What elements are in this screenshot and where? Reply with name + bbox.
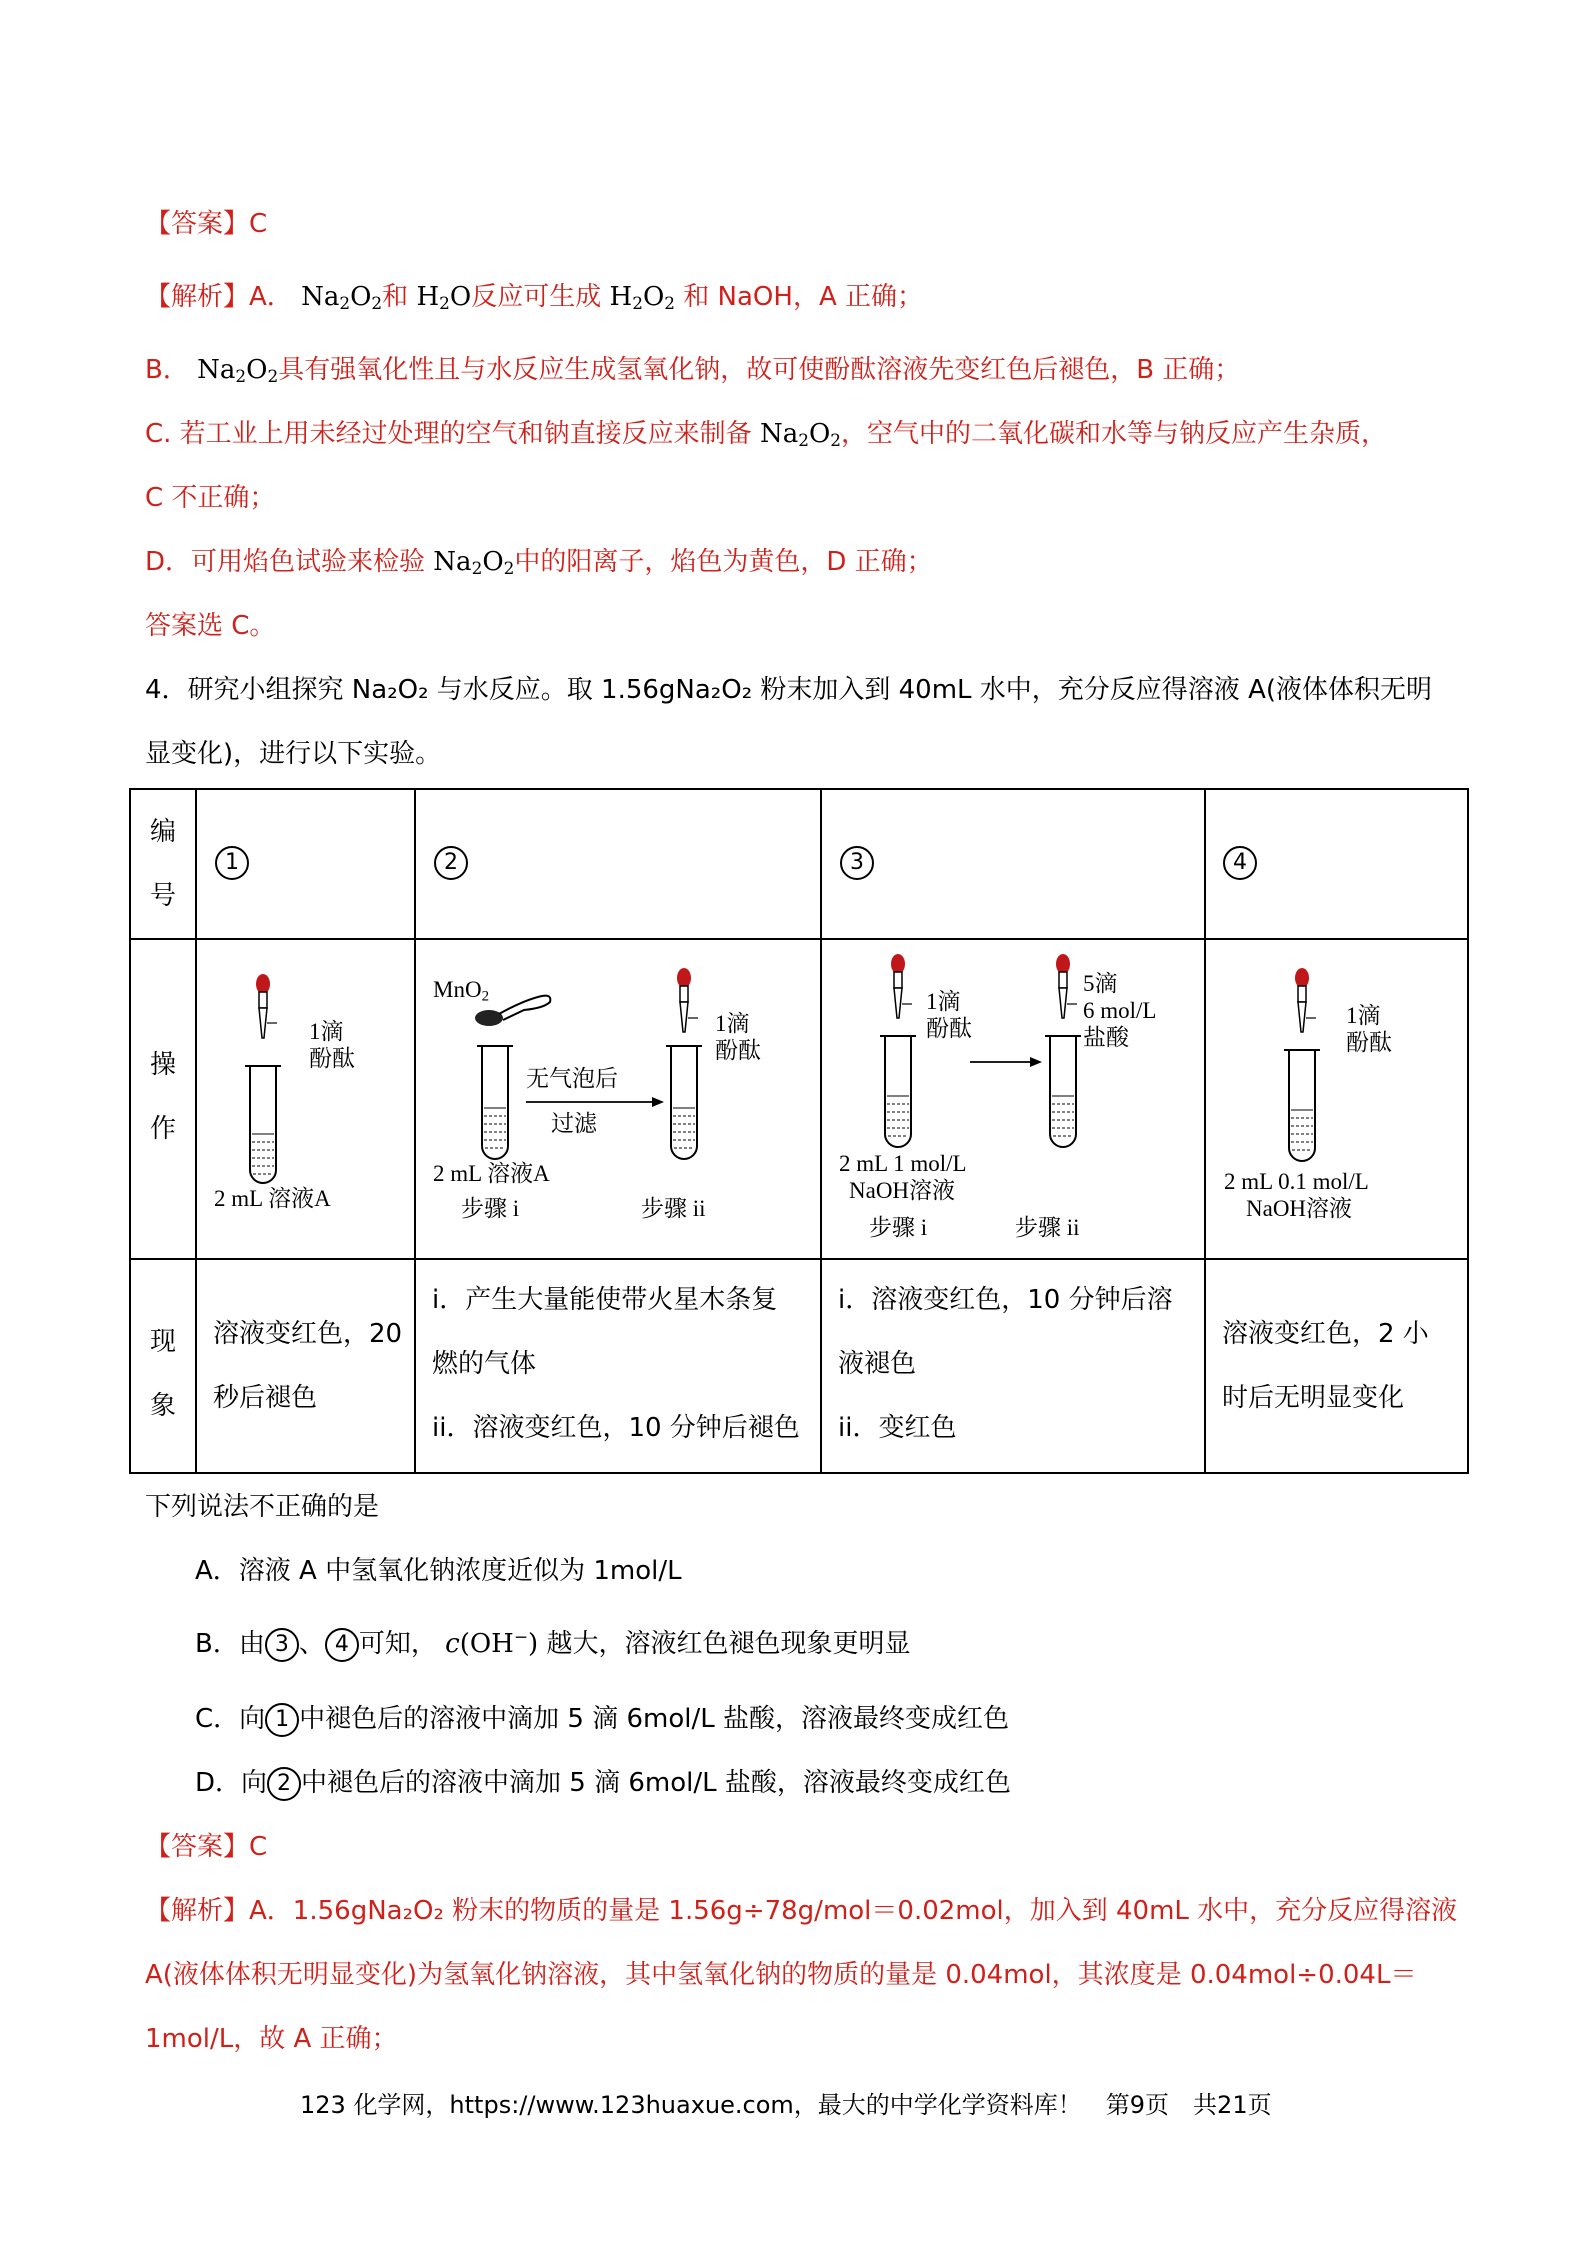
op3-drop-label: 1滴 酚酞 [926,989,972,1041]
q4-answer-line: 【答案】C [145,1832,268,1862]
phenomenon-1: 溶液变红色，20 秒后褪色 [213,1319,403,1413]
test-tube-icon [245,1066,281,1183]
experiment-table [129,788,1469,1474]
op1-drop-label: 1滴 酚酞 [309,1019,355,1071]
q4-stem-line1: 4．研究小组探究 Na₂O₂ 与水反应。取 1.56gNa₂O₂ 粉末加入到 40mL 水中，充分反应得溶液 A(液体体积无明 [145,675,1433,705]
option-a: A．溶液 A 中氢氧化钠浓度近似为 1mol/L [195,1556,682,1586]
answer-tag: 【答案】 [145,209,250,239]
dropper-icon [256,974,270,1038]
phenomenon-4: 溶液变红色，2 小 时后无明显变化 [1222,1319,1429,1413]
experiment-number-3: 3 [840,845,874,880]
q4-analysis-line2: A(液体体积无明显变化)为氢氧化钠溶液，其中氢氧化钠的物质的量是 0.04mol，其浓度是 0.04mol÷0.04L＝ [145,1960,1417,1990]
arrow-icon [526,1097,664,1107]
q3-analysis-a: 【解析】A． $Na_2O_2$和 $H_2O$反应可生成 $H_2O_2$ 和 NaOH，A 正确； [145,282,923,314]
analysis-tag: 【解析】 [145,282,250,312]
test-tube-icon [477,1046,513,1159]
dropper-icon [1056,954,1070,1018]
test-tube-icon [1045,1036,1081,1147]
option-c: C．向 1 中褪色后的溶液中滴加 5 滴 6mol/L 盐酸，溶液最终变成红色 [195,1702,1009,1737]
op1-bottom-label: 2 mL 溶液A [214,1186,331,1211]
test-tube-icon [1284,1050,1320,1161]
arrow-icon [970,1057,1042,1067]
q3-analysis-c: C. 若工业上用未经过处理的空气和钠直接反应来制备 $Na_2O_2$，空气中的二氧化碳和水等与钠反应产生杂质， [145,419,1388,451]
op2-drop-label: 1滴 酚酞 [715,1011,761,1063]
q3-answer-line [145,207,267,241]
test-tube-icon [880,1036,916,1147]
dropper-icon [1295,968,1309,1032]
op3-step-i: 步骤 i [869,1215,928,1240]
dropper-icon [677,968,691,1032]
q4-question: 下列说法不正确的是 [145,1492,380,1522]
experiment-number-4: 4 [1223,845,1257,880]
page-footer: 123 化学网，https://www.123huaxue.com，最大的中学化学资料库！ 第9页 共21页 [300,2091,1272,2119]
op2-reagent-label: MnO$_2$ [433,977,490,1005]
q4-analysis-line3: 1mol/L，故 A 正确； [145,2024,398,2054]
op4-bottom-label: 2 mL 0.1 mol/L NaOH溶液 [1224,1169,1369,1221]
phenomenon-2: i．产生大量能使带火星木条复 燃的气体 ii．溶液变红色，10 分钟后褪色 [432,1285,800,1443]
op3-step-ii: 步骤 ii [1015,1215,1080,1240]
q4-stem-line2: 显变化)，进行以下实验。 [145,739,442,769]
op3-bottom-label: 2 mL 1 mol/L NaOH溶液 [839,1151,967,1203]
op2-step-ii: 步骤 ii [641,1196,706,1221]
dropper-icon [891,954,905,1018]
q3-analysis-d: D．可用焰色试验来检验 $Na_2O_2$中的阳离子，焰色为黄色，D 正确； [145,547,933,579]
q3-analysis-b: B． $Na_2O_2$具有强氧化性且与水反应生成氢氧化钠，故可使酚酞溶液先变红色后褪色，B 正确； [145,355,1241,387]
op2-arrow-bottom-label: 过滤 [551,1111,597,1136]
op3-acid-label: 5滴 6 mol/L 盐酸 [1083,971,1157,1050]
experiment-number-1: 1 [215,845,249,880]
q3-conclusion: 答案选 C。 [145,611,276,641]
q4-analysis-line1: 【解析】A．1.56gNa₂O₂ 粉末的物质的量是 1.56g÷78g/mol＝0.02mol，加入到 40mL 水中，充分反应得溶液 [145,1896,1458,1926]
answer-value: C [249,209,268,239]
row-label-phenomenon: 现 象 [149,1327,176,1421]
q3-analysis-c2: C 不正确； [145,483,276,513]
experiment-number-2: 2 [434,845,468,880]
row-label-operation: 操 作 [149,1050,176,1144]
op2-bottom-label: 2 mL 溶液A [433,1161,550,1186]
phenomenon-3: i．溶液变红色，10 分钟后溶 液褪色 ii．变红色 [838,1285,1173,1443]
op2-arrow-top-label: 无气泡后 [526,1066,618,1091]
op4-drop-label: 1滴 酚酞 [1346,1003,1392,1055]
option-b: B．由 3 、 4 可知， c(OH−) 越大，溶液红色褪色现象更明显 [195,1627,910,1662]
row-label-number: 编 号 [149,817,176,911]
op2-step-i: 步骤 i [461,1196,520,1221]
test-tube-icon [666,1046,702,1159]
option-d: D．向 2 中褪色后的溶液中滴加 5 滴 6mol/L 盐酸，溶液最终变成红色 [195,1766,1011,1801]
